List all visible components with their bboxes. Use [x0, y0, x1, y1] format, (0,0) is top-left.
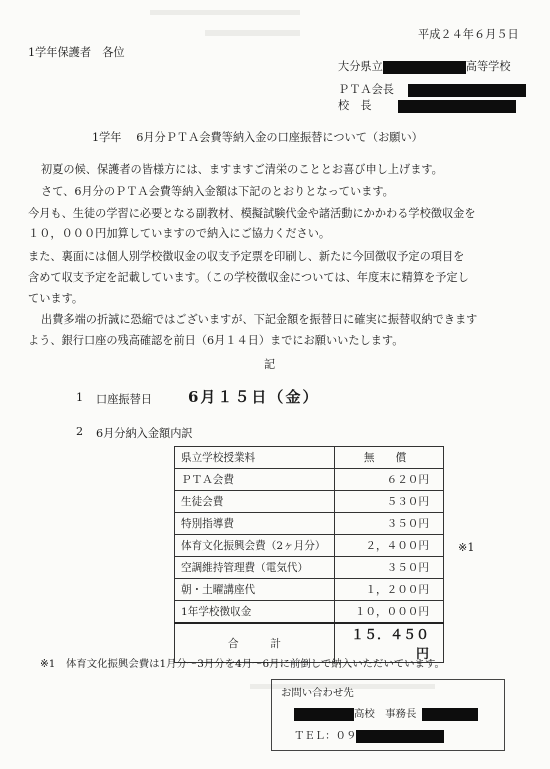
fee-amount: ３５０円 [335, 513, 444, 535]
bleed-through-top [150, 10, 300, 15]
fee-footnote-mark: ※1 [458, 541, 475, 554]
redacted-pta-name [408, 84, 526, 97]
table-row [175, 513, 444, 535]
document-date: 平成２４年６月５日 [418, 28, 519, 41]
table-row [175, 579, 444, 601]
table-row [175, 557, 444, 579]
redacted-office-manager [422, 708, 478, 721]
fee-name: 県立学校授業料 [175, 447, 335, 469]
contact-office [294, 705, 478, 721]
fee-name: 1年学校徴収金 [175, 601, 335, 624]
fee-name: 空調維持管理費（電気代） [175, 557, 335, 579]
paragraph-3: 今月も、生徒の学習に必要となる副教材、模擬試験代金や諸活動にかかわる学校徴収金を [28, 207, 476, 220]
sender-pta [338, 81, 526, 97]
paragraph-2: さて、6月分のＰＴＡ会費等納入金額は下記のとおりとなっています。 [41, 185, 394, 198]
tel-label: ＴＥＬ：０９ [294, 730, 357, 742]
paragraph-6: 含めて収支予定を記載しています。（この学校徴収金については、年度末に精算を予定し [28, 271, 469, 284]
paragraph-1: 初夏の候、保護者の皆様方には、ますますご清栄のこととお喜び申し上げます。 [41, 163, 443, 176]
item-2-number: 2 [76, 425, 84, 438]
fee-amount: １０，０００円 [335, 601, 444, 624]
fee-amount: 無 償 [335, 447, 444, 469]
fee-amount: ６２０円 [335, 469, 444, 491]
paragraph-4: １０，０００円加算していますので納入にご協力ください。 [28, 227, 331, 240]
fee-amount: ５３０円 [335, 491, 444, 513]
sender-principal [338, 97, 516, 113]
bleed-through-top-box [205, 30, 300, 36]
contact-office-label: 高校 事務長 [354, 708, 417, 720]
fee-table [174, 446, 444, 663]
footnote-text: 体育文化振興会費は1月分～3月分を4月～6月に前倒しで納入いただいています。 [66, 658, 445, 670]
school-suffix: 高等学校 [465, 60, 511, 73]
paragraph-5: また、裏面には個人別学校徴収金の収支予定票を印刷し、新たに今回徴収予定の項目を [28, 250, 465, 263]
redacted-phone [356, 730, 444, 743]
table-row [175, 601, 444, 624]
contact-box [271, 679, 505, 751]
table-row [175, 469, 444, 491]
total-label: 合 計 [175, 623, 335, 663]
sender-school [338, 58, 511, 74]
transfer-date: 6月１５日（金） [188, 388, 320, 406]
item-1-label: 口座振替日 [96, 393, 152, 406]
fee-name: 生徒会費 [175, 491, 335, 513]
ki-heading: 記 [264, 358, 276, 371]
fee-amount: ３５０円 [335, 557, 444, 579]
item-1-number: 1 [76, 391, 84, 404]
table-row [175, 447, 444, 469]
fee-name: 体育文化振興会費（2ヶ月分） [175, 535, 335, 557]
fee-name: 朝・土曜講座代 [175, 579, 335, 601]
redacted-school-short [294, 708, 354, 721]
paragraph-8: 出費多端の折誠に恐縮ではございますが、下記金額を振替日に確実に振替収納できます [41, 313, 478, 326]
document-title: 1学年 6月分ＰＴＡ会費等納入金の口座振替について（お願い） [92, 131, 423, 144]
item-2-label: 6月分納入金額内訳 [96, 427, 193, 440]
fee-amount: １，２００円 [335, 579, 444, 601]
redacted-school-name [383, 61, 466, 74]
school-prefix: 大分県立 [338, 60, 383, 73]
pta-label: ＰＴＡ会長 [338, 83, 394, 96]
paragraph-7: ています。 [28, 292, 84, 305]
contact-heading: お問い合わせ先 [281, 687, 354, 699]
redacted-principal-name [398, 100, 516, 113]
addressee: 1学年保護者 各位 [28, 46, 125, 59]
fee-name: 特別指導費 [175, 513, 335, 535]
contact-tel [294, 727, 444, 743]
table-row [175, 535, 444, 557]
total-amount: １５．４５０円 [335, 623, 444, 663]
principal-label: 校 長 [338, 99, 372, 112]
fee-name: ＰＴＡ会費 [175, 469, 335, 491]
fee-amount: ２，４００円 [335, 535, 444, 557]
footnote-mark: ※1 [40, 658, 56, 670]
paragraph-9: よう、銀行口座の残高確認を前日（6月１４日）までにお願いいたします。 [28, 334, 404, 347]
footnote [40, 655, 445, 670]
table-row [175, 491, 444, 513]
